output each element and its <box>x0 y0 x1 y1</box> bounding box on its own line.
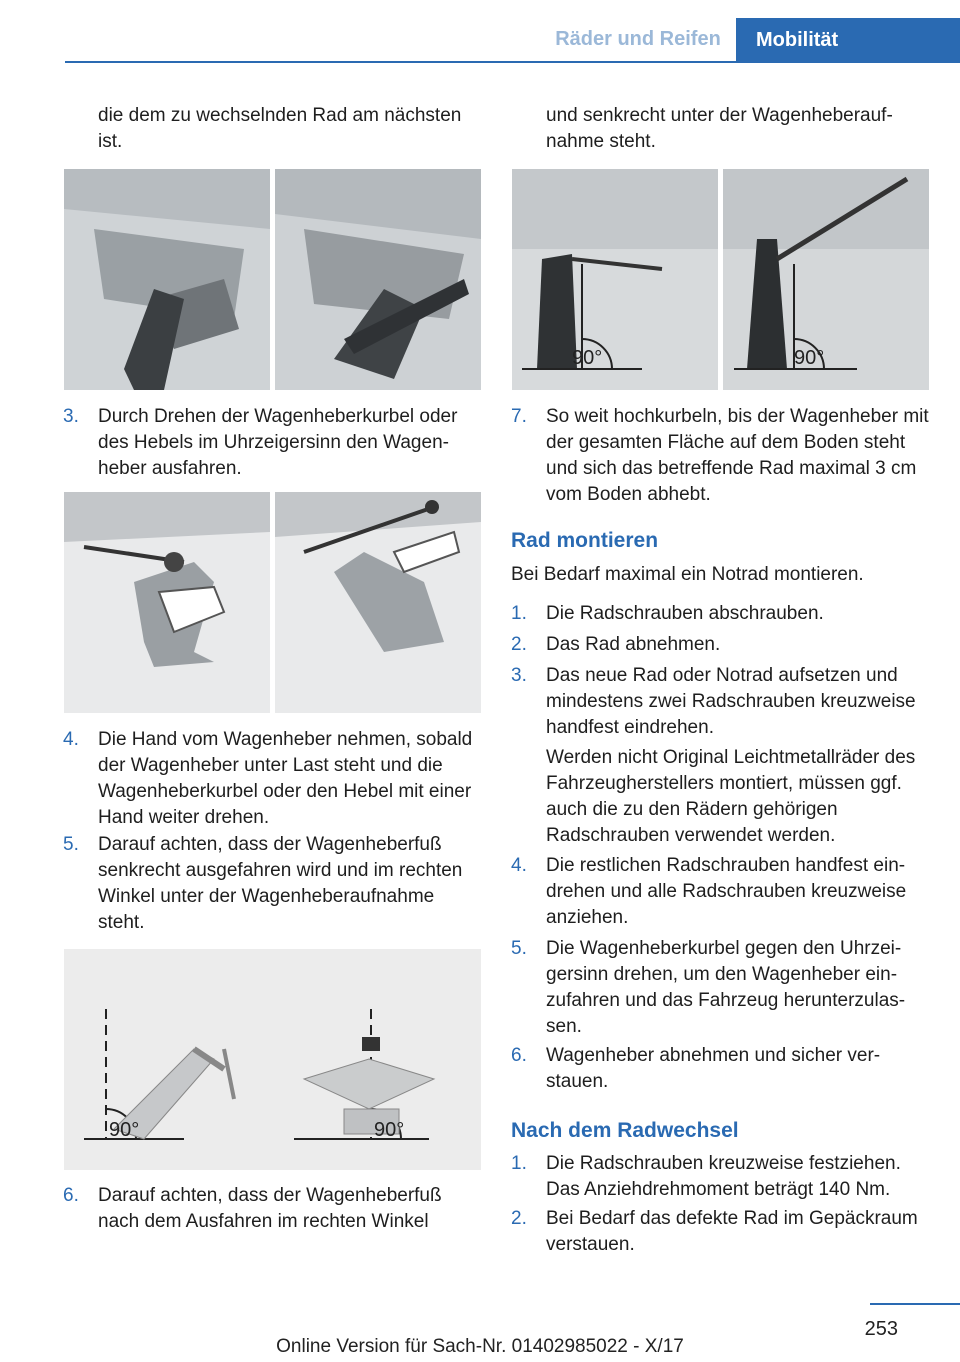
list-number: 1. <box>511 603 527 624</box>
list-text: Darauf achten, dass der Wagenheberfuß nach dem Ausfahren im rechten Winkel <box>98 1185 442 1232</box>
list-text: Das Rad abnehmen. <box>546 634 721 655</box>
crank-turning-illustration <box>64 492 481 713</box>
list-text: Die Hand vom Wagenheber nehmen, sobald der Wagenheber unter Last steht und die Wagenheberkurbel oder den Hebel mit einer Hand weiter drehen. <box>98 729 473 828</box>
header-rule <box>65 61 960 63</box>
tab-chapter[interactable]: Mobilität <box>736 18 960 62</box>
list-number: 2. <box>511 634 527 655</box>
list-text: Die restlichen Radschrauben handfest eindrehen und alle Radschrauben kreuzweise anziehen. <box>546 855 907 928</box>
list-number: 6. <box>511 1045 527 1066</box>
jack-angle-diagram <box>64 949 481 1170</box>
list-number: 3. <box>511 665 527 686</box>
note-text: Werden nicht Original Leichtmetallräder des Fahrzeugherstellers montiert, müssen ggf. auch die zu den Rädern gehörigen Radschrauben verwendet werden. <box>546 747 916 846</box>
list-text: Bei Bedarf das defekte Rad im Gepäckraum verstauen. <box>546 1208 918 1255</box>
footer-rule <box>870 1303 960 1305</box>
list-number: 4. <box>511 855 527 876</box>
jack-placement-photo <box>64 169 481 390</box>
list-text: Wagenheber abnehmen und sicher verstauen. <box>546 1045 881 1092</box>
tab-section[interactable]: Räder und Reifen <box>555 28 721 50</box>
list-number: 5. <box>63 834 79 855</box>
page-number: 253 <box>864 1318 898 1340</box>
left-intro-text: die dem zu wechselnden Rad am nächsten ist. <box>98 105 462 152</box>
jack-foot-photo <box>512 169 929 390</box>
list-text: Die Radschrauben abschrauben. <box>546 603 824 624</box>
list-text: Die Wagenheberkurbel gegen den Uhrzeigersinn drehen, um den Wagenheber einzufahren und das Fahrzeug herunterzulassen. <box>546 938 906 1037</box>
page-header <box>0 0 960 62</box>
angle-label: 90° <box>374 1119 405 1141</box>
section-intro: Bei Bedarf maximal ein Notrad montieren. <box>511 564 864 585</box>
list-number: 7. <box>511 406 527 427</box>
angle-label: 90° <box>109 1119 140 1141</box>
list-text: So weit hochkurbeln, bis der Wagenheber mit der gesamten Fläche auf dem Boden steht und sich das betreffende Rad maximal 3 cm vom Boden abhebt. <box>546 406 929 505</box>
list-text: Durch Drehen der Wagenheberkurbel oder des Hebels im Uhrzeigersinn den Wagenheber ausfahren. <box>98 406 458 479</box>
angle-label: 90° <box>794 347 825 369</box>
list-text: Die Radschrauben kreuzweise festziehen. Das Anziehdrehmoment beträgt 140 Nm. <box>546 1153 901 1200</box>
footer-text: Online Version für Sach-Nr. 01402985022 - X/17 <box>276 1336 684 1357</box>
section-title-mount-wheel: Rad montieren <box>511 529 659 552</box>
list-number: 5. <box>511 938 527 959</box>
list-text: Darauf achten, dass der Wagenheberfuß senkrecht ausgefahren wird und im rechten Winkel unter der Wagenheberaufnahme steht. <box>98 834 463 933</box>
angle-label: 90° <box>572 347 603 369</box>
list-number: 1. <box>511 1153 527 1174</box>
right-intro-text: und senkrecht unter der Wagenheberaufnahme steht. <box>546 105 893 152</box>
section-title-after-change: Nach dem Radwechsel <box>511 1119 739 1142</box>
list-number: 2. <box>511 1208 527 1229</box>
list-text: Das neue Rad oder Notrad aufsetzen und mindestens zwei Radschrauben kreuzweise handfest eindrehen. <box>546 665 916 738</box>
list-number: 6. <box>63 1185 79 1206</box>
list-number: 3. <box>63 406 79 427</box>
list-number: 4. <box>63 729 79 750</box>
